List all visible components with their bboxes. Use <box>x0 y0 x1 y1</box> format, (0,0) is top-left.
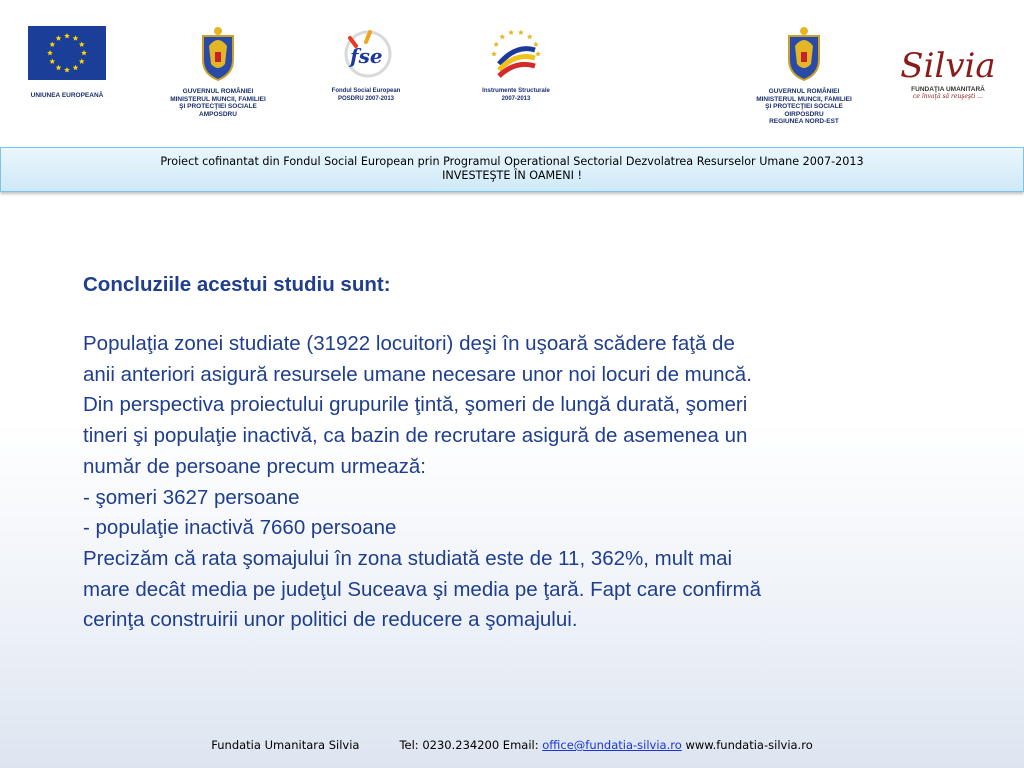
footer-tel: Tel: 0230.234200 Email: <box>399 738 539 752</box>
is-line-1: Instrumente Structurale <box>482 88 550 94</box>
conclusion-line-3: Din perspectiva proiectului grupurile ţintă, şomeri de lungă durată, şomeri <box>83 393 748 417</box>
fse-logo <box>318 24 414 103</box>
gov1-line-4: AMPOSDRU <box>199 110 237 118</box>
study-conclusions <box>83 272 963 636</box>
fse-line-2: POSDRU 2007-2013 <box>337 95 395 102</box>
gov2-line-4: OIRPOSDRU <box>784 110 824 118</box>
silvia-sub: FUNDAŢIA UMANITARĂ <box>911 86 985 93</box>
gov-logo-oirposdru <box>746 26 862 126</box>
conclusion-line-2: anii anteriori asigură resursele umane necesare unor noi locuri de muncă. <box>83 362 752 386</box>
eu-logo <box>24 26 110 100</box>
conclusions-heading: Concluziile acestui studiu sunt: <box>83 273 391 296</box>
gov2-line-3: ŞI PROTECŢIEI SOCIALE <box>765 103 843 110</box>
conclusion-line-1: Populaţia zonei studiate (31922 locuitori) deşi în uşoară scădere faţă de <box>83 332 735 355</box>
eu-caption: UNIUNEA EUROPEANĂ <box>30 92 104 99</box>
is-line-2: 2007-2013 <box>501 95 531 102</box>
footer-org: Fundatia Umanitara Silvia <box>211 738 360 752</box>
instrumente-structurale-logo <box>468 24 564 103</box>
conclusion-line-7: - populaţie inactivă 7660 persoane <box>83 516 397 540</box>
gov1-line-3: ŞI PROTECŢIEI SOCIALE <box>179 103 257 110</box>
banner-line-2: INVESTEŞTE ÎN OAMENI ! <box>442 169 582 182</box>
romania-crest-icon <box>199 26 237 82</box>
conclusion-line-6: - şomeri 3627 persoane <box>83 485 300 509</box>
fse-mark: fse <box>350 44 383 68</box>
conclusion-line-5: număr de persoane precum urmează: <box>83 454 426 478</box>
footer <box>0 738 1024 752</box>
conclusion-line-9: mare decât media pe judeţul Suceava şi media pe ţară. Fapt care confirmă <box>83 577 761 601</box>
gov2-line-5: REGIUNEA NORD-EST <box>769 118 839 125</box>
silvia-logo <box>890 48 1006 100</box>
conclusion-line-10: cerinţa construirii unor politici de reducere a şomajului. <box>83 608 578 632</box>
romania-crest-icon <box>785 26 823 82</box>
footer-website: www.fundatia-silvia.ro <box>685 738 813 752</box>
gov1-line-2: MINISTERUL MUNCII, FAMILIEI <box>170 95 266 103</box>
fse-icon <box>336 24 396 86</box>
eu-flag-icon <box>28 26 106 80</box>
conclusion-line-4: tineri şi populaţie inactivă, ca bazin de recrutare asigură de asemenea un <box>83 424 748 448</box>
silvia-tag: ce învaţă să reuşeşti ... <box>913 93 983 100</box>
gov2-line-2: MINISTERUL MUNCII, FAMILIEI <box>756 95 852 103</box>
silvia-name: Silvia <box>900 46 996 86</box>
gov-logo-amposdru <box>160 26 276 118</box>
gov1-line-1: GUVERNUL ROMÂNIEI <box>182 88 254 95</box>
fse-line-1: Fondul Social European <box>331 88 401 94</box>
banner-line-1: Proiect cofinantat din Fondul Social European prin Programul Operational Sectorial Dezvolatrea Resurselor Umane 2007-2013 <box>160 155 864 168</box>
conclusion-line-8: Precizăm că rata şomajului în zona studiată este de 11, 362%, mult mai <box>83 546 733 570</box>
gov2-line-1: GUVERNUL ROMÂNIEI <box>768 88 840 95</box>
structural-instruments-icon <box>485 24 547 86</box>
cofinancing-banner <box>0 147 1024 192</box>
footer-email-link[interactable]: office@fundatia-silvia.ro <box>542 738 682 752</box>
